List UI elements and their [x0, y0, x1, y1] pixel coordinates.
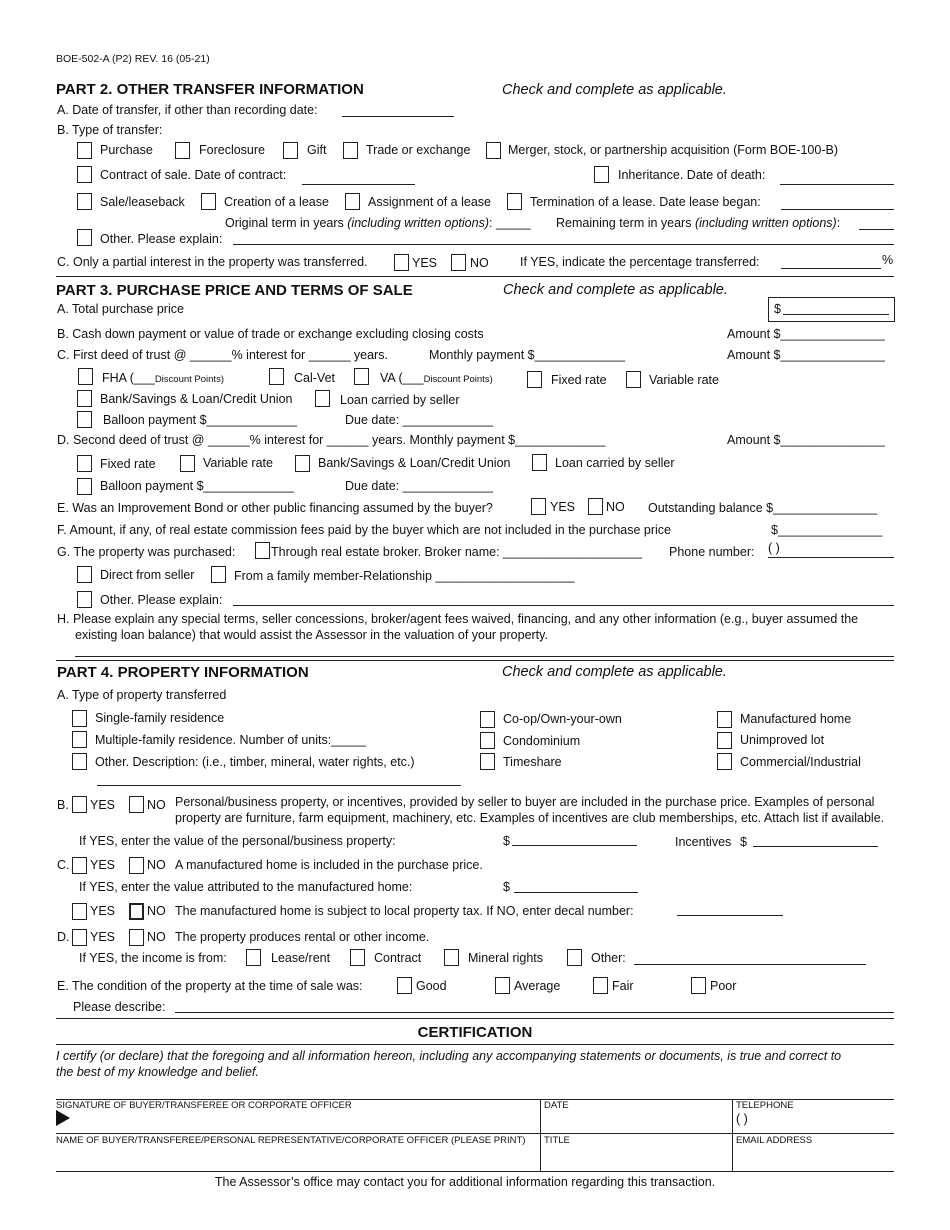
partial-yes-label: YES	[412, 256, 438, 270]
part2-b-label: B. Type of transfer:	[57, 123, 163, 137]
personal-property-dollar: $	[503, 834, 510, 848]
certification-divider	[56, 1044, 894, 1045]
multi-family-checkbox[interactable]	[72, 731, 87, 748]
mineral-rights-label: Mineral rights	[468, 951, 544, 965]
commercial-label: Commercial/Industrial	[740, 755, 861, 769]
property-tax-no-label: NO	[147, 904, 166, 918]
part4-b-label: B.	[57, 798, 69, 812]
manufactured-included-no-label: NO	[147, 858, 166, 872]
first-balloon-label[interactable]: Balloon payment $_____________	[103, 413, 297, 427]
certification-text-line1: I certify (or declare) that the foregoing and all information hereon, including any accompanying statements or documents, is true and correct to	[56, 1049, 842, 1063]
coop-checkbox[interactable]	[480, 711, 495, 728]
contract-checkbox[interactable]	[77, 166, 92, 183]
other-income-field[interactable]	[634, 964, 866, 965]
fha-text: FHA (___	[102, 371, 155, 385]
first-variable-checkbox[interactable]	[626, 371, 641, 388]
signature-col-divider-1	[540, 1099, 541, 1171]
part3-g-label: G. The property was purchased:	[57, 545, 236, 559]
signature-field[interactable]	[70, 1104, 538, 1132]
remaining-term-options: (including written options)	[694, 216, 837, 230]
family-member-checkbox[interactable]	[211, 566, 226, 583]
signature-label: SIGNATURE OF BUYER/TRANSFEREE OR CORPORATE OFFICER	[56, 1100, 352, 1111]
other-purchase-field[interactable]	[233, 605, 894, 606]
partial-yes-checkbox[interactable]	[394, 254, 409, 271]
part3-h-line1: H. Please explain any special terms, seller concessions, broker/agent fees waived, financing, and any other information (e.g., buyer assumed the	[57, 612, 859, 626]
va-text: VA (___	[380, 371, 424, 385]
partial-no-label: NO	[470, 256, 489, 270]
saleleaseback-checkbox[interactable]	[77, 193, 92, 210]
manufactured-included-yes-checkbox[interactable]	[72, 857, 87, 874]
signature-row-divider	[56, 1133, 894, 1134]
manufactured-value-field[interactable]	[514, 892, 638, 893]
other-property-checkbox[interactable]	[72, 753, 87, 770]
personal-property-no-label: NO	[147, 798, 166, 812]
first-bank-checkbox[interactable]	[77, 390, 92, 407]
part3-divider	[56, 660, 894, 661]
bond-no-checkbox[interactable]	[588, 498, 603, 515]
average-label: Average	[514, 979, 561, 993]
part2-note: Check and complete as applicable.	[502, 82, 727, 98]
outstanding-balance[interactable]: Outstanding balance $_______________	[648, 501, 878, 515]
date-field[interactable]	[544, 1112, 730, 1132]
contract-date-field[interactable]	[302, 184, 415, 185]
death-date-field[interactable]	[780, 184, 894, 185]
property-tax-no-checkbox[interactable]	[129, 903, 144, 920]
part4-d-text: The property produces rental or other income.	[175, 930, 430, 944]
lease-began-field[interactable]	[781, 209, 894, 210]
other-income-checkbox[interactable]	[567, 949, 582, 966]
gift-label: Gift	[307, 143, 327, 157]
second-balloon-checkbox[interactable]	[77, 478, 92, 495]
fha-discount-points: Discount Points)	[154, 374, 224, 385]
contract-label: Contract of sale. Date of contract:	[100, 168, 287, 182]
second-fixed-label: Fixed rate	[100, 457, 156, 471]
part4-divider	[56, 1018, 894, 1019]
incentives-field[interactable]	[753, 846, 878, 847]
commercial-checkbox[interactable]	[717, 753, 732, 770]
part2-a-label: A. Date of transfer, if other than recording date:	[57, 103, 318, 117]
footer-note: The Assessor’s office may contact you for additional information regarding this transaction.	[214, 1175, 716, 1189]
email-field[interactable]	[736, 1148, 892, 1170]
multi-family-label[interactable]: Multiple-family residence. Number of units:_____	[95, 733, 366, 747]
manufactured-value-label: If YES, enter the value attributed to the manufactured home:	[79, 880, 413, 894]
inheritance-checkbox[interactable]	[594, 166, 609, 183]
timeshare-checkbox[interactable]	[480, 753, 495, 770]
part4-b-line1: Personal/business property, or incentives, provided by seller to buyer are included in the purchase price. Examples of personal	[175, 795, 875, 809]
part2-title: PART 2. OTHER TRANSFER INFORMATION	[56, 81, 364, 98]
telephone-parens[interactable]: ( )	[736, 1112, 748, 1126]
rental-income-no-label: NO	[147, 930, 166, 944]
other-transfer-label: Other. Please explain:	[100, 232, 223, 246]
foreclosure-checkbox[interactable]	[175, 142, 190, 159]
income-from-label: If YES, the income is from:	[79, 951, 227, 965]
property-tax-text: The manufactured home is subject to local property tax. If NO, enter decal number:	[175, 904, 634, 918]
original-term-label: Original term in years	[225, 216, 348, 230]
incentives-label: Incentives	[675, 835, 732, 849]
percentage-field[interactable]	[781, 268, 881, 269]
part4-a-label: A. Type of property transferred	[57, 688, 227, 702]
family-member-label[interactable]: From a family member-Relationship ____________________	[234, 569, 575, 583]
name-field[interactable]	[56, 1148, 538, 1170]
second-variable-label: Variable rate	[203, 456, 273, 470]
second-deed-amount[interactable]: Amount $_______________	[727, 433, 885, 447]
foreclosure-label: Foreclosure	[199, 143, 265, 157]
timeshare-label: Timeshare	[503, 755, 562, 769]
calvet-checkbox[interactable]	[269, 368, 284, 385]
part2-divider	[56, 276, 894, 277]
describe-label: Please describe:	[73, 1000, 166, 1014]
rental-income-yes-checkbox[interactable]	[72, 929, 87, 946]
second-seller-loan-label: Loan carried by seller	[555, 456, 675, 470]
percent-sign: %	[882, 253, 894, 267]
title-field[interactable]	[544, 1148, 730, 1170]
other-transfer-checkbox[interactable]	[77, 229, 92, 246]
direct-seller-label: Direct from seller	[100, 568, 195, 582]
other-property-field[interactable]	[97, 785, 461, 786]
gift-checkbox[interactable]	[283, 142, 298, 159]
remaining-term-field[interactable]	[859, 229, 894, 230]
condo-label: Condominium	[503, 734, 581, 748]
commission-amount[interactable]: $_______________	[771, 523, 883, 537]
remaining-term-text	[556, 216, 840, 230]
assignment-lease-label: Assignment of a lease	[368, 195, 491, 209]
part4-title: PART 4. PROPERTY INFORMATION	[57, 664, 309, 681]
part3-c-label: C. First deed of trust @ ______% interest for ______ years.	[57, 348, 388, 362]
part4-c-label: C.	[57, 858, 70, 872]
percentage-label: If YES, indicate the percentage transferred:	[520, 255, 760, 269]
cash-down-amount[interactable]: Amount $_______________	[727, 327, 885, 341]
manufactured-included-yes-label: YES	[90, 858, 116, 872]
bond-yes-checkbox[interactable]	[531, 498, 546, 515]
manufactured-value-dollar: $	[503, 880, 510, 894]
property-tax-yes-label: YES	[90, 904, 116, 918]
manufactured-label: Manufactured home	[740, 712, 852, 726]
other-income-label: Other:	[591, 951, 626, 965]
trade-label: Trade or exchange	[366, 143, 471, 157]
certification-title: CERTIFICATION	[417, 1024, 533, 1041]
first-bank-label: Bank/Savings & Loan/Credit Union	[100, 392, 293, 406]
lease-rent-label: Lease/rent	[271, 951, 331, 965]
fha-label	[102, 371, 224, 386]
second-balloon-label[interactable]: Balloon payment $_____________	[100, 479, 294, 493]
purchase-label: Purchase	[100, 143, 153, 157]
total-price-field	[783, 314, 889, 315]
incentives-dollar: $	[740, 835, 747, 849]
date-label: DATE	[544, 1100, 569, 1111]
email-label: EMAIL ADDRESS	[736, 1135, 813, 1146]
broker-checkbox[interactable]	[255, 542, 270, 559]
personal-property-yes-checkbox[interactable]	[72, 796, 87, 813]
decal-number-field[interactable]	[677, 915, 783, 916]
unimproved-checkbox[interactable]	[717, 732, 732, 749]
name-label: NAME OF BUYER/TRANSFEREE/PERSONAL REPRESENTATIVE/CORPORATE OFFICER (PLEASE PRINT)	[56, 1135, 526, 1146]
part4-c-text: A manufactured home is included in the purchase price.	[175, 858, 483, 872]
transfer-date-field[interactable]	[342, 116, 454, 117]
creation-lease-checkbox[interactable]	[201, 193, 216, 210]
part3-d-label[interactable]: D. Second deed of trust @ ______% interest for ______ years. Monthly payment $_____________	[57, 433, 606, 447]
form-id: BOE-502-A (P2) REV. 16 (05-21)	[56, 53, 210, 65]
second-bank-label: Bank/Savings & Loan/Credit Union	[318, 456, 511, 470]
part2-c-label: C. Only a partial interest in the property was transferred.	[57, 255, 368, 269]
fair-label: Fair	[612, 979, 634, 993]
va-label	[380, 371, 493, 386]
first-seller-loan-label: Loan carried by seller	[340, 393, 460, 407]
certification-text-line2: the best of my knowledge and belief.	[56, 1065, 259, 1079]
merger-label: Merger, stock, or partnership acquisition (Form BOE-100-B)	[508, 143, 838, 157]
part3-a-label: A. Total purchase price	[57, 302, 184, 316]
termination-lease-checkbox[interactable]	[507, 193, 522, 210]
telephone-label: TELEPHONE	[736, 1100, 794, 1111]
total-price-box[interactable]	[768, 297, 895, 322]
part4-e-label: E. The condition of the property at the time of sale was:	[57, 979, 363, 993]
bond-yes-label: YES	[550, 500, 576, 514]
fair-checkbox[interactable]	[593, 977, 608, 994]
remaining-term-colon: :	[836, 216, 841, 230]
part4-b-line2: property are furniture, farm equipment, machinery, etc. Examples of incentives are club memberships, etc. Attach list if available.	[175, 811, 885, 825]
personal-property-value-label: If YES, enter the value of the personal/business property:	[79, 834, 396, 848]
part4-note: Check and complete as applicable.	[502, 664, 727, 680]
manufactured-included-no-checkbox[interactable]	[129, 857, 144, 874]
condition-describe-field[interactable]	[175, 1012, 894, 1013]
original-term-options: (including written options)	[347, 216, 490, 230]
second-seller-loan-checkbox[interactable]	[532, 454, 547, 471]
first-variable-label: Variable rate	[649, 373, 719, 387]
phone-label: Phone number:	[669, 545, 755, 559]
second-bank-checkbox[interactable]	[295, 455, 310, 472]
creation-lease-label: Creation of a lease	[224, 195, 329, 209]
first-monthly-payment[interactable]: Monthly payment $_____________	[429, 348, 625, 362]
special-terms-field[interactable]	[75, 656, 894, 657]
personal-property-no-checkbox[interactable]	[129, 796, 144, 813]
partial-no-checkbox[interactable]	[451, 254, 466, 271]
coop-label: Co-op/Own-your-own	[503, 712, 622, 726]
poor-label: Poor	[710, 979, 737, 993]
property-tax-yes-checkbox[interactable]	[72, 903, 87, 920]
va-discount-points: Discount Points)	[423, 374, 493, 385]
purchase-checkbox[interactable]	[77, 142, 92, 159]
single-family-label: Single-family residence	[95, 711, 225, 725]
signature-row-bottom	[56, 1171, 894, 1172]
part3-e-label: E. Was an Improvement Bond or other public financing assumed by the buyer?	[57, 501, 493, 515]
merger-checkbox[interactable]	[486, 142, 501, 159]
signature-col-divider-2	[732, 1099, 733, 1171]
poor-checkbox[interactable]	[691, 977, 706, 994]
title-label: TITLE	[544, 1135, 570, 1146]
part3-h-line2: existing loan balance) that would assist the Assessor in the valuation of your property.	[75, 628, 548, 642]
lease-rent-checkbox[interactable]	[246, 949, 261, 966]
va-checkbox[interactable]	[354, 368, 369, 385]
broker-label[interactable]: Through real estate broker. Broker name: ____________________	[271, 545, 643, 559]
contract-income-checkbox[interactable]	[350, 949, 365, 966]
personal-property-yes-label: YES	[90, 798, 116, 812]
other-transfer-field[interactable]	[233, 244, 894, 245]
manufactured-checkbox[interactable]	[717, 711, 732, 728]
rental-income-yes-label: YES	[90, 930, 116, 944]
first-fixed-label: Fixed rate	[551, 373, 607, 387]
inheritance-label: Inheritance. Date of death:	[618, 168, 766, 182]
saleleaseback-label: Sale/leaseback	[100, 195, 185, 209]
bond-no-label: NO	[606, 500, 625, 514]
part3-f-label: F. Amount, if any, of real estate commission fees paid by the buyer which are not included in the purchase price	[57, 523, 671, 537]
assignment-lease-checkbox[interactable]	[345, 193, 360, 210]
other-purchase-label: Other. Please explain:	[100, 593, 223, 607]
part3-note: Check and complete as applicable.	[503, 282, 728, 298]
second-variable-checkbox[interactable]	[180, 455, 195, 472]
total-price-dollar: $	[774, 302, 781, 316]
good-label: Good	[416, 979, 447, 993]
single-family-checkbox[interactable]	[72, 710, 87, 727]
good-checkbox[interactable]	[397, 977, 412, 994]
original-term-blank: : _____	[489, 216, 531, 230]
contract-income-label: Contract	[374, 951, 422, 965]
second-due-date[interactable]: Due date: _____________	[345, 479, 494, 493]
termination-lease-label: Termination of a lease. Date lease began:	[530, 195, 761, 209]
unimproved-label: Unimproved lot	[740, 733, 825, 747]
mineral-rights-checkbox[interactable]	[444, 949, 459, 966]
part3-b-label: B. Cash down payment or value of trade or exchange excluding closing costs	[57, 327, 484, 341]
other-property-label: Other. Description: (i.e., timber, mineral, water rights, etc.)	[95, 755, 415, 769]
signature-arrow-icon	[56, 1110, 70, 1126]
first-due-date[interactable]: Due date: _____________	[345, 413, 494, 427]
original-term-text	[225, 216, 531, 230]
other-purchase-checkbox[interactable]	[77, 591, 92, 608]
first-balloon-checkbox[interactable]	[77, 411, 92, 428]
second-fixed-checkbox[interactable]	[77, 455, 92, 472]
remaining-term-label: Remaining term in years	[556, 216, 695, 230]
rental-income-no-checkbox[interactable]	[129, 929, 144, 946]
trade-checkbox[interactable]	[343, 142, 358, 159]
part4-d-label: D.	[57, 930, 70, 944]
fha-checkbox[interactable]	[78, 368, 93, 385]
first-seller-loan-checkbox[interactable]	[315, 390, 330, 407]
personal-property-field[interactable]	[512, 845, 637, 846]
direct-seller-checkbox[interactable]	[77, 566, 92, 583]
first-fixed-checkbox[interactable]	[527, 371, 542, 388]
condo-checkbox[interactable]	[480, 732, 495, 749]
first-deed-amount[interactable]: Amount $_______________	[727, 348, 885, 362]
phone-field[interactable]	[768, 557, 894, 558]
average-checkbox[interactable]	[495, 977, 510, 994]
part3-title: PART 3. PURCHASE PRICE AND TERMS OF SALE	[56, 282, 413, 299]
phone-parens: ( )	[768, 541, 780, 555]
calvet-label: Cal-Vet	[294, 371, 335, 385]
